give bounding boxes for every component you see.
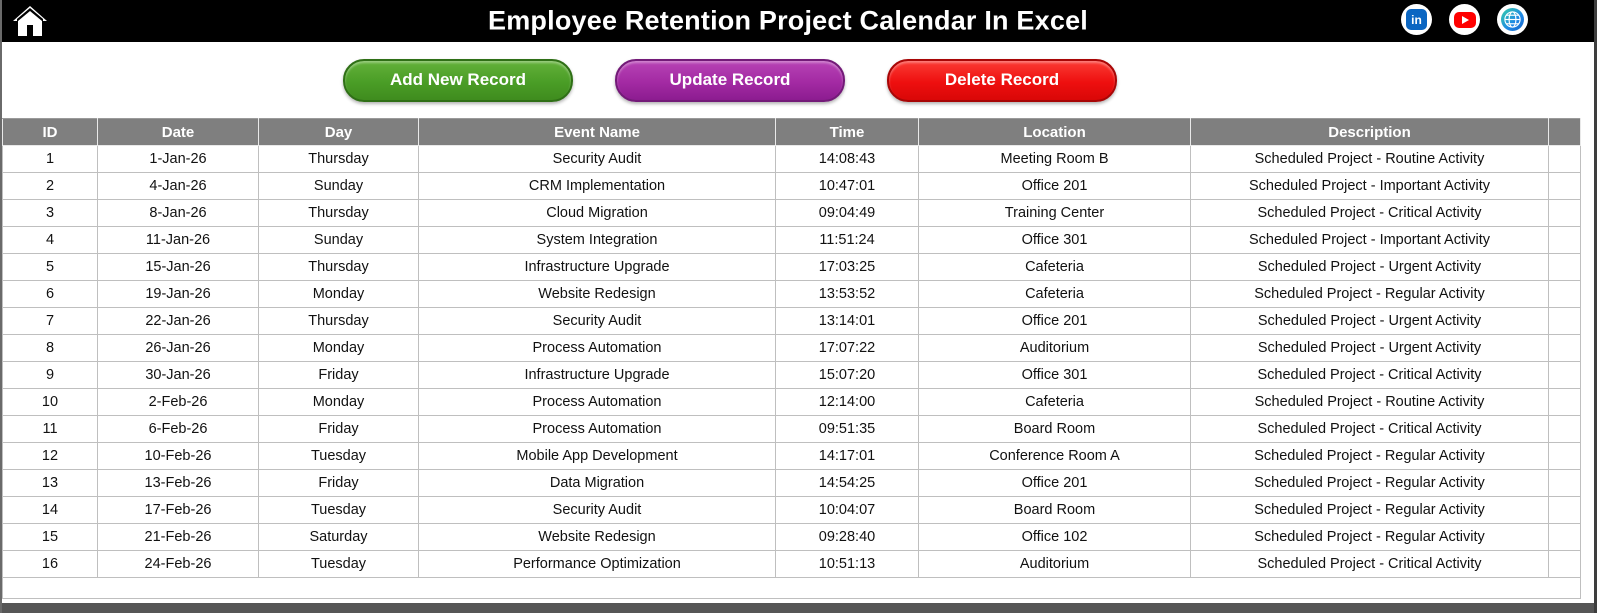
- table-row: [3, 146, 1581, 173]
- table-cell[interactable]: Infrastructure Upgrade: [419, 254, 776, 281]
- table-row: [3, 281, 1581, 308]
- column-header-location: Location: [919, 119, 1191, 146]
- table-cell[interactable]: 10-Feb-26: [98, 443, 259, 470]
- table-cell[interactable]: 14: [3, 497, 98, 524]
- home-icon-glyph: [12, 5, 48, 38]
- column-header-description: Description: [1191, 119, 1549, 146]
- table-cell[interactable]: 5: [3, 254, 98, 281]
- table-cell[interactable]: Saturday: [259, 524, 419, 551]
- table-cell[interactable]: 24-Feb-26: [98, 551, 259, 578]
- table-cell[interactable]: Office 201: [919, 173, 1191, 200]
- table-row: [3, 389, 1581, 416]
- table-cell[interactable]: 17:03:25: [776, 254, 919, 281]
- record-actions-toolbar: [0, 42, 1600, 118]
- table-row: [3, 308, 1581, 335]
- table-cell[interactable]: 16: [3, 551, 98, 578]
- table-cell[interactable]: 10: [3, 389, 98, 416]
- column-header-spacer: [1549, 119, 1581, 146]
- table-cell-spacer[interactable]: [1549, 227, 1581, 254]
- table-cell[interactable]: 2-Feb-26: [98, 389, 259, 416]
- table-cell[interactable]: Cafeteria: [919, 254, 1191, 281]
- table-cell[interactable]: 14:54:25: [776, 470, 919, 497]
- table-cell[interactable]: 13: [3, 470, 98, 497]
- table-cell-spacer[interactable]: [1549, 389, 1581, 416]
- table-cell[interactable]: 15:07:20: [776, 362, 919, 389]
- table-cell[interactable]: Office 102: [919, 524, 1191, 551]
- table-cell[interactable]: 6: [3, 281, 98, 308]
- column-header-event-name: Event Name: [419, 119, 776, 146]
- table-cell[interactable]: Scheduled Project - Urgent Activity: [1191, 335, 1549, 362]
- table-cell[interactable]: 1-Jan-26: [98, 146, 259, 173]
- table-row: [3, 362, 1581, 389]
- table-cell[interactable]: 21-Feb-26: [98, 524, 259, 551]
- table-row: [3, 497, 1581, 524]
- table-cell[interactable]: Scheduled Project - Critical Activity: [1191, 551, 1549, 578]
- table-cell[interactable]: 3: [3, 200, 98, 227]
- table-cell[interactable]: Scheduled Project - Regular Activity: [1191, 524, 1549, 551]
- table-cell-spacer[interactable]: [1549, 335, 1581, 362]
- table-cell[interactable]: Sunday: [259, 227, 419, 254]
- table-cell[interactable]: Auditorium: [919, 335, 1191, 362]
- table-cell[interactable]: Board Room: [919, 416, 1191, 443]
- table-cell[interactable]: Cafeteria: [919, 281, 1191, 308]
- table-cell[interactable]: Scheduled Project - Critical Activity: [1191, 362, 1549, 389]
- table-cell[interactable]: Thursday: [259, 146, 419, 173]
- table-cell[interactable]: 8: [3, 335, 98, 362]
- column-header-id: ID: [3, 119, 98, 146]
- top-header-bar: [0, 0, 1594, 42]
- table-cell[interactable]: Cloud Migration: [419, 200, 776, 227]
- table-row: [3, 524, 1581, 551]
- table-cell[interactable]: Scheduled Project - Routine Activity: [1191, 389, 1549, 416]
- empty-row: [3, 578, 1581, 599]
- table-cell[interactable]: Infrastructure Upgrade: [419, 362, 776, 389]
- table-cell[interactable]: Monday: [259, 335, 419, 362]
- table-cell[interactable]: Training Center: [919, 200, 1191, 227]
- table-cell[interactable]: 30-Jan-26: [98, 362, 259, 389]
- table-cell-spacer[interactable]: [1549, 362, 1581, 389]
- page-title: Employee Retention Project Calendar In Excel: [488, 5, 1088, 36]
- table-cell[interactable]: 09:51:35: [776, 416, 919, 443]
- table-cell[interactable]: Friday: [259, 362, 419, 389]
- table-cell[interactable]: System Integration: [419, 227, 776, 254]
- table-cell[interactable]: Performance Optimization: [419, 551, 776, 578]
- column-header-day: Day: [259, 119, 419, 146]
- table-cell[interactable]: Security Audit: [419, 146, 776, 173]
- table-row: [3, 254, 1581, 281]
- table-cell-spacer[interactable]: [1549, 308, 1581, 335]
- table-cell[interactable]: Office 201: [919, 308, 1191, 335]
- window-left-border: [0, 0, 2, 613]
- table-cell[interactable]: 6-Feb-26: [98, 416, 259, 443]
- table-cell[interactable]: Scheduled Project - Critical Activity: [1191, 416, 1549, 443]
- column-header-time: Time: [776, 119, 919, 146]
- window-bottom-bar: [0, 603, 1597, 613]
- linkedin-icon[interactable]: in: [1401, 4, 1432, 35]
- table-cell[interactable]: Monday: [259, 281, 419, 308]
- table-cell[interactable]: Thursday: [259, 254, 419, 281]
- table-cell[interactable]: 9: [3, 362, 98, 389]
- table-cell[interactable]: 7: [3, 308, 98, 335]
- table-cell[interactable]: Office 301: [919, 227, 1191, 254]
- table-cell-spacer[interactable]: [1549, 281, 1581, 308]
- window-right-border: [1594, 0, 1597, 613]
- table-header-row: [3, 119, 1581, 146]
- table-cell[interactable]: 17:07:22: [776, 335, 919, 362]
- table-cell[interactable]: Tuesday: [259, 551, 419, 578]
- table-cell[interactable]: Auditorium: [919, 551, 1191, 578]
- table-cell[interactable]: 15: [3, 524, 98, 551]
- table-cell[interactable]: Meeting Room B: [919, 146, 1191, 173]
- table-cell[interactable]: Scheduled Project - Critical Activity: [1191, 200, 1549, 227]
- table-cell[interactable]: 14:17:01: [776, 443, 919, 470]
- table-cell[interactable]: Office 201: [919, 470, 1191, 497]
- table-cell-spacer[interactable]: [1549, 146, 1581, 173]
- table-cell-spacer[interactable]: [1549, 200, 1581, 227]
- table-cell[interactable]: Website Redesign: [419, 281, 776, 308]
- table-cell[interactable]: Office 301: [919, 362, 1191, 389]
- table-cell[interactable]: 13:53:52: [776, 281, 919, 308]
- table-cell[interactable]: Scheduled Project - Regular Activity: [1191, 281, 1549, 308]
- table-cell[interactable]: CRM Implementation: [419, 173, 776, 200]
- table-cell[interactable]: 10:04:07: [776, 497, 919, 524]
- table-cell[interactable]: 4: [3, 227, 98, 254]
- table-cell[interactable]: Tuesday: [259, 497, 419, 524]
- table-cell[interactable]: 11:51:24: [776, 227, 919, 254]
- table-cell[interactable]: 14:08:43: [776, 146, 919, 173]
- table-cell[interactable]: Mobile App Development: [419, 443, 776, 470]
- calendar-table: [2, 118, 1581, 599]
- table-cell[interactable]: Thursday: [259, 200, 419, 227]
- table-cell[interactable]: Conference Room A: [919, 443, 1191, 470]
- table-cell[interactable]: 2: [3, 173, 98, 200]
- table-cell[interactable]: 1: [3, 146, 98, 173]
- table-cell[interactable]: Security Audit: [419, 308, 776, 335]
- table-cell[interactable]: Tuesday: [259, 443, 419, 470]
- table-row: [3, 227, 1581, 254]
- table-row: [3, 200, 1581, 227]
- table-cell[interactable]: 11-Jan-26: [98, 227, 259, 254]
- update-record-button[interactable]: Update Record: [615, 59, 845, 102]
- table-cell[interactable]: 15-Jan-26: [98, 254, 259, 281]
- table-cell[interactable]: 12:14:00: [776, 389, 919, 416]
- table-cell[interactable]: 13-Feb-26: [98, 470, 259, 497]
- table-cell[interactable]: 8-Jan-26: [98, 200, 259, 227]
- table-cell[interactable]: 09:04:49: [776, 200, 919, 227]
- delete-record-button[interactable]: Delete Record: [887, 59, 1117, 102]
- website-globe-icon[interactable]: [1497, 4, 1528, 35]
- table-cell[interactable]: Sunday: [259, 173, 419, 200]
- table-row: [3, 173, 1581, 200]
- table-cell-spacer[interactable]: [1549, 254, 1581, 281]
- table-cell[interactable]: 11: [3, 416, 98, 443]
- table-cell[interactable]: 12: [3, 443, 98, 470]
- add-new-record-button[interactable]: Add New Record: [343, 59, 573, 102]
- table-cell[interactable]: 10:51:13: [776, 551, 919, 578]
- table-cell[interactable]: Scheduled Project - Important Activity: [1191, 173, 1549, 200]
- table-cell[interactable]: Scheduled Project - Routine Activity: [1191, 146, 1549, 173]
- table-row: [3, 470, 1581, 497]
- table-cell[interactable]: Process Automation: [419, 416, 776, 443]
- table-cell-spacer[interactable]: [1549, 524, 1581, 551]
- table-cell[interactable]: Process Automation: [419, 335, 776, 362]
- calendar-table-container: [2, 118, 1600, 599]
- table-cell[interactable]: 10:47:01: [776, 173, 919, 200]
- social-icons: [1401, 4, 1528, 35]
- table-cell[interactable]: Cafeteria: [919, 389, 1191, 416]
- table-cell[interactable]: Security Audit: [419, 497, 776, 524]
- table-cell[interactable]: 22-Jan-26: [98, 308, 259, 335]
- table-cell-spacer[interactable]: [1549, 551, 1581, 578]
- table-cell[interactable]: 19-Jan-26: [98, 281, 259, 308]
- table-cell[interactable]: 13:14:01: [776, 308, 919, 335]
- home-icon[interactable]: [10, 3, 50, 39]
- empty-row-cell[interactable]: [3, 578, 1581, 599]
- table-cell[interactable]: Data Migration: [419, 470, 776, 497]
- table-cell-spacer[interactable]: [1549, 443, 1581, 470]
- table-cell[interactable]: Board Room: [919, 497, 1191, 524]
- table-cell[interactable]: Monday: [259, 389, 419, 416]
- table-row: [3, 335, 1581, 362]
- table-cell[interactable]: Scheduled Project - Urgent Activity: [1191, 254, 1549, 281]
- table-cell-spacer[interactable]: [1549, 470, 1581, 497]
- table-cell[interactable]: Friday: [259, 470, 419, 497]
- table-cell[interactable]: 4-Jan-26: [98, 173, 259, 200]
- table-row: [3, 443, 1581, 470]
- table-cell[interactable]: Scheduled Project - Important Activity: [1191, 227, 1549, 254]
- table-cell-spacer[interactable]: [1549, 416, 1581, 443]
- table-cell[interactable]: Friday: [259, 416, 419, 443]
- table-cell-spacer[interactable]: [1549, 497, 1581, 524]
- column-header-date: Date: [98, 119, 259, 146]
- table-cell[interactable]: Scheduled Project - Regular Activity: [1191, 443, 1549, 470]
- table-cell[interactable]: Scheduled Project - Regular Activity: [1191, 497, 1549, 524]
- table-cell[interactable]: Scheduled Project - Urgent Activity: [1191, 308, 1549, 335]
- table-cell[interactable]: Process Automation: [419, 389, 776, 416]
- table-cell-spacer[interactable]: [1549, 173, 1581, 200]
- table-cell[interactable]: 26-Jan-26: [98, 335, 259, 362]
- table-cell[interactable]: 17-Feb-26: [98, 497, 259, 524]
- table-cell[interactable]: Scheduled Project - Regular Activity: [1191, 470, 1549, 497]
- table-row: [3, 416, 1581, 443]
- youtube-icon[interactable]: [1449, 4, 1480, 35]
- table-cell[interactable]: Thursday: [259, 308, 419, 335]
- table-row: [3, 551, 1581, 578]
- table-cell[interactable]: Website Redesign: [419, 524, 776, 551]
- table-cell[interactable]: 09:28:40: [776, 524, 919, 551]
